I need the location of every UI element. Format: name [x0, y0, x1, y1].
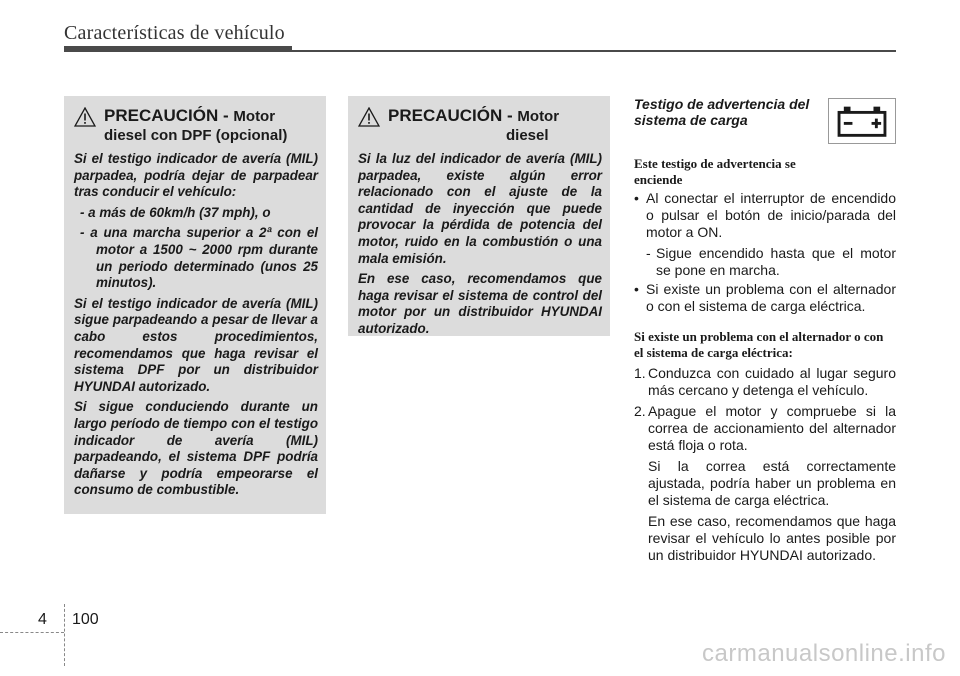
battery-icon [828, 98, 896, 144]
list-item [634, 281, 896, 315]
header-bar [64, 46, 292, 52]
caution-subtitle: Motor [233, 108, 276, 125]
step-continuation: Si la correa está correctamente ajustada, podría haber un problema en el sistema de carga eléctrica. [648, 458, 896, 508]
step-number: 2. [634, 403, 646, 419]
list-item [634, 245, 896, 279]
step-number: 1. [634, 365, 646, 381]
caution-paragraph: Si sigue conduciendo durante un largo período de tiempo con el testigo indicador de avería (MIL) parpadeando, el sistema DPF podría dañarse y podría empeorarse el consumo de combustible. [74, 399, 318, 498]
caution-dash-item: - a una marcha superior a 2ª con el motor a 1500 ~ 2000 rpm durante un periodo determinado (unos 25 minutos). [80, 225, 318, 291]
caution-paragraph: Si el testigo indicador de avería (MIL) parpadea, podría dejar de parpadear tras conducir el vehículo: [74, 151, 318, 200]
dash: - [646, 245, 651, 261]
list-item-text: Al conectar el interruptor de encendido o pulsar el botón de inicio/parada del motor a ON. [646, 190, 896, 240]
page-number: 100 [72, 611, 99, 628]
numbered-step [634, 403, 896, 454]
warning-triangle-icon [74, 107, 96, 127]
caution-title: PRECAUCIÓN - [104, 106, 234, 125]
caution-subtitle-line2: diesel con DPF (opcional) [104, 127, 288, 144]
header-rule [292, 50, 896, 52]
caution-heading [358, 106, 602, 145]
step-text: Apague el motor y compruebe si la correa de accionamiento del alternador está floja o rota. [648, 403, 896, 453]
caution-title: PRECAUCIÓN - [388, 106, 518, 125]
list-item [634, 190, 896, 241]
page-header-title: Características de vehículo [64, 22, 285, 44]
caution-heading [74, 106, 318, 145]
list-item-text: Si existe un problema con el alternador o con el sistema de carga eléctrica. [646, 281, 896, 314]
bullet: • [634, 281, 639, 297]
watermark: carmanualsonline.info [702, 640, 946, 667]
section-title: Testigo de advertencia del sistema de carga [634, 96, 810, 128]
caution-paragraph: En ese caso, recomendamos que haga revisar el sistema de control del motor por un distribuidor HYUNDAI autorizado. [358, 271, 602, 336]
caution-subtitle: Motor [517, 108, 560, 125]
step-continuation: En ese caso, recomendamos que haga revisar el vehículo lo antes posible por un distribuidor HYUNDAI autorizado. [648, 513, 896, 563]
caution-dash-item: - a más de 60km/h (37 mph), o [80, 204, 271, 220]
section-subtitle: Este testigo de advertencia se enciende [634, 156, 796, 187]
list-item-text: Sigue encendido hasta que el motor se pone en marcha. [656, 245, 896, 278]
step-text: Conduzca con cuidado al lugar seguro más cercano y detenga el vehículo. [648, 365, 896, 398]
chapter-number: 4 [38, 611, 47, 628]
caution-box-dpf [64, 96, 326, 514]
footer-separator [64, 604, 65, 666]
numbered-step [634, 365, 896, 399]
caution-subtitle-line2: diesel [506, 127, 549, 144]
caution-box-diesel [348, 96, 610, 336]
caution-paragraph: Si la luz del indicador de avería (MIL) parpadea, existe algún error relacionado con el ajuste de la cantidad de inyección que puede provocar la pérdida de potencia del motor, ruido en la combustión o una mala emisión. [358, 151, 602, 266]
charging-warning-section [634, 96, 896, 564]
caution-paragraph: Si el testigo indicador de avería (MIL) sigue parpadeando a pesar de llevar a cabo estos procedimientos, recomendamos que haga revisar el sistema DPF por un distribuidor HYUNDAI autorizado. [74, 295, 318, 394]
warning-triangle-icon [358, 107, 380, 127]
section-subtitle: Si existe un problema con el alternador o con el sistema de carga eléctrica: [634, 329, 884, 360]
bullet: • [634, 190, 639, 206]
footer-rule [0, 632, 64, 633]
